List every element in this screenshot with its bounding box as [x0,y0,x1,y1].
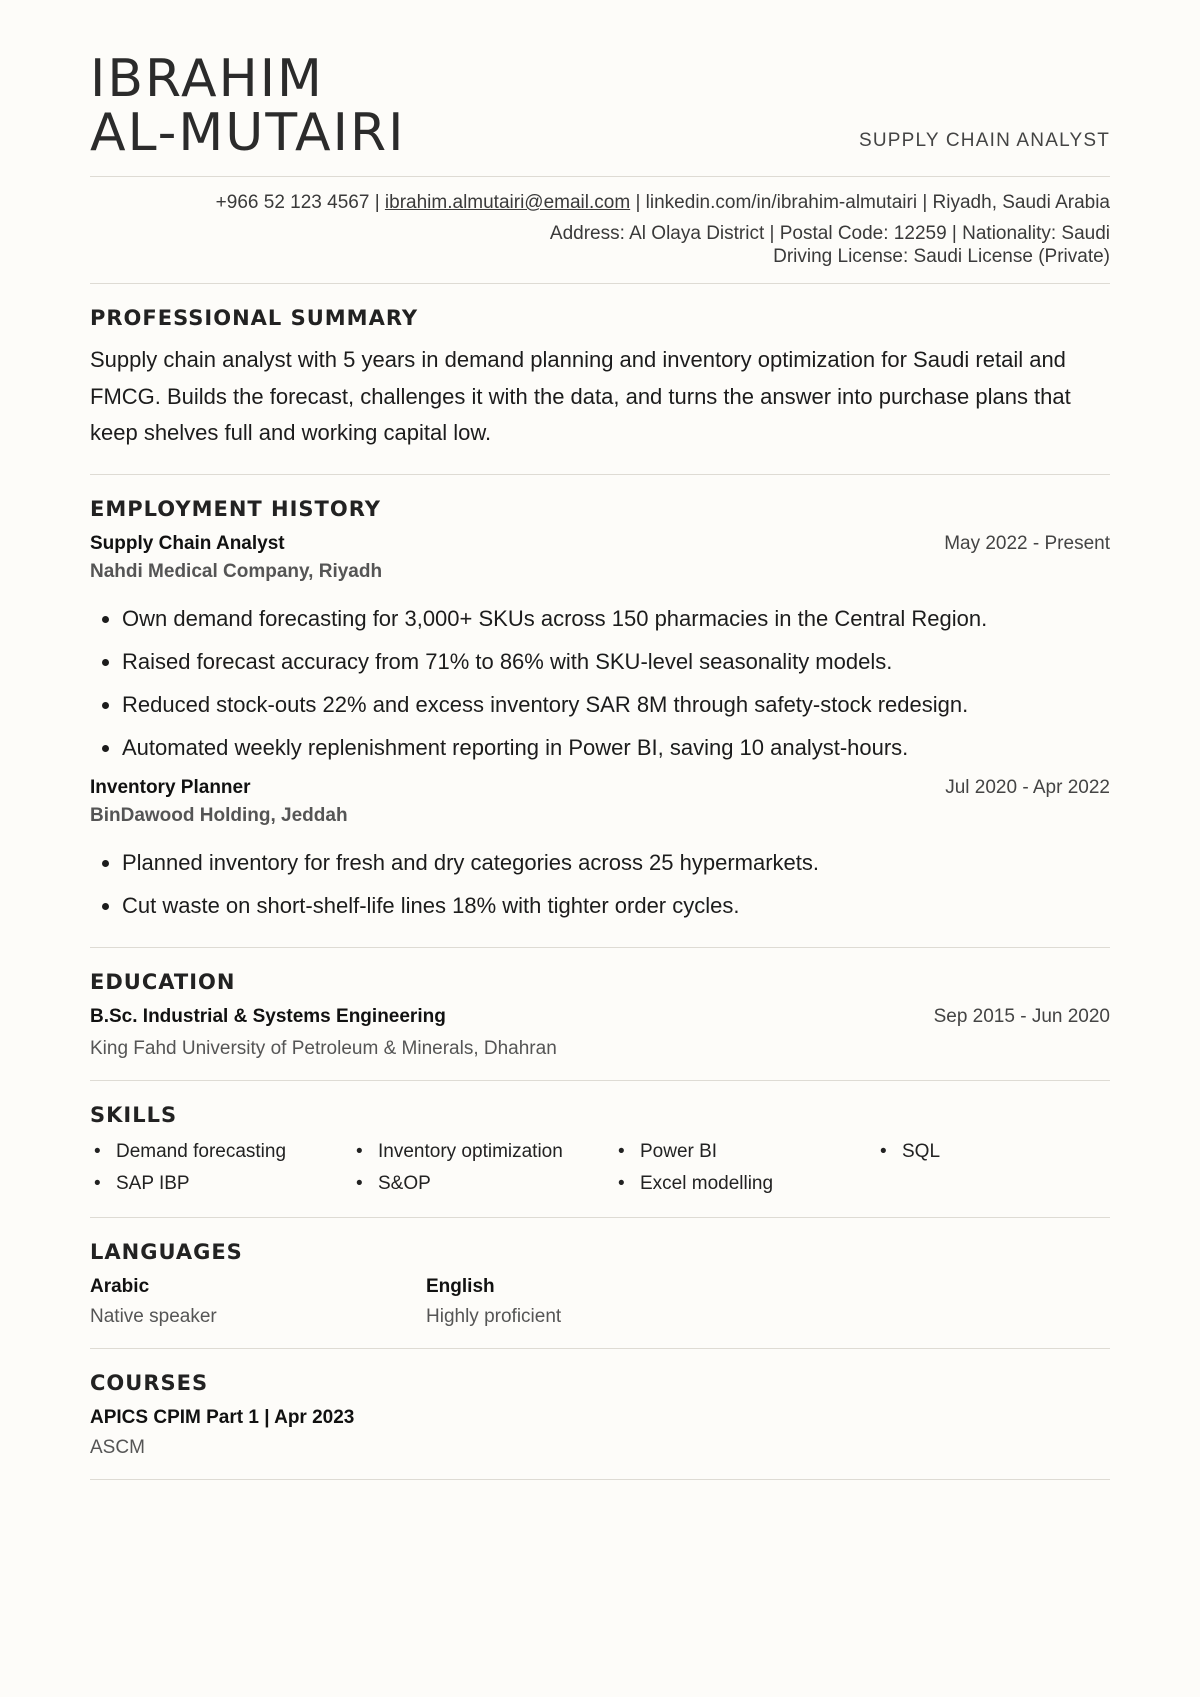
job-bullets [90,597,1110,769]
bullet-item: • Automated weekly replenishment reporting in Power BI, saving 10 analyst-hours. [122,726,1110,769]
section-title: EMPLOYMENT HISTORY [90,496,381,521]
separator: | [630,192,646,213]
course-title: APICS CPIM Part 1 | Apr 2023 [90,1406,355,1428]
language-name: Arabic [90,1275,150,1297]
linkedin-link[interactable]: linkedin.com/in/ibrahim-almutairi [645,192,918,213]
languages-section [90,1218,1110,1348]
skill-item: • Excel modelling [614,1171,876,1197]
name-line-2: AL-MUTAIRI [90,103,406,163]
bullet-item: • Planned inventory for fresh and dry categories across 25 hypermarkets. [122,841,1110,884]
skill-item: • SAP IBP [90,1171,352,1197]
job-company: Nahdi Medical Company, Riyadh [90,560,383,582]
separator: | [917,192,933,213]
summary-text: Supply chain analyst with 5 years in demand planning and inventory optimization for Saudi retail and FMCG. Builds the forecast, challenges it with the data, and turns the answer into purchase plans that keep shelves full and working capital low. [90,347,1071,445]
job-bullets [90,841,1110,927]
job-company: BinDawood Holding, Jeddah [90,804,348,826]
location: Riyadh, Saudi Arabia [932,192,1110,213]
job-role: Supply Chain Analyst [90,532,285,554]
section-title: EDUCATION [90,969,236,994]
summary-section [90,284,1110,474]
job-header [90,777,1110,799]
skill-item: • Power BI [614,1139,876,1165]
skill-item: • SQL [876,1139,1138,1165]
section-title: SKILLS [90,1102,178,1127]
course-org: ASCM [90,1436,145,1458]
job-title: SUPPLY CHAIN ANALYST [858,130,1110,151]
email-link[interactable]: ibrahim.almutairi@email.com [384,192,631,213]
job-header [90,533,1110,555]
bullet-item: • Raised forecast accuracy from 71% to 86% with SKU-level seasonality models. [122,640,1110,683]
skill-item: • Inventory optimization [352,1139,614,1165]
bullet-item: • Cut waste on short-shelf-life lines 18% with tighter order cycles. [122,884,1110,927]
job-entry [90,777,1110,927]
name-line-1: IBRAHIM [90,49,324,109]
education-header [90,1006,1110,1028]
bullet-item: • Reduced stock-outs 22% and excess inventory SAR 8M through safety-stock redesign. [122,683,1110,726]
contact-line-3: Driving License: Saudi License (Private) [773,246,1110,267]
separator: | [369,192,385,213]
skill-item: • S&OP [352,1171,614,1197]
employment-section [90,475,1110,947]
contact-line-2: Address: Al Olaya District | Postal Code: 12259 | Nationality: Saudi [549,223,1110,244]
section-title: LANGUAGES [90,1239,243,1264]
language-level: Native speaker [90,1305,217,1327]
courses-section [90,1349,1110,1479]
job-dates: Jul 2020 - Apr 2022 [945,776,1110,798]
degree: B.Sc. Industrial & Systems Engineering [90,1005,446,1027]
skills-section [90,1081,1110,1217]
language-item [426,1276,762,1328]
job-dates: May 2022 - Present [944,532,1110,554]
section-title: PROFESSIONAL SUMMARY [90,306,419,330]
job-entry [90,533,1110,769]
contact-line-1 [90,187,1110,218]
section-title: COURSES [90,1370,209,1395]
skill-item: • Demand forecasting [90,1139,352,1165]
education-section [90,948,1110,1080]
school: King Fahd University of Petroleum & Minerals, Dhahran [90,1037,557,1059]
language-level: Highly proficient [426,1305,562,1327]
languages-grid [90,1276,1110,1328]
phone: +966 52 123 4567 [215,192,370,213]
resume-header [90,0,1110,176]
education-dates: Sep 2015 - Jun 2020 [933,1005,1110,1027]
skills-grid [90,1139,1110,1197]
bullet-item: • Own demand forecasting for 3,000+ SKUs across 150 pharmacies in the Central Region. [122,597,1110,640]
job-role: Inventory Planner [90,776,251,798]
language-name: English [426,1275,495,1297]
contact-block [90,177,1110,283]
divider [90,1479,1110,1480]
language-item [90,1276,426,1328]
